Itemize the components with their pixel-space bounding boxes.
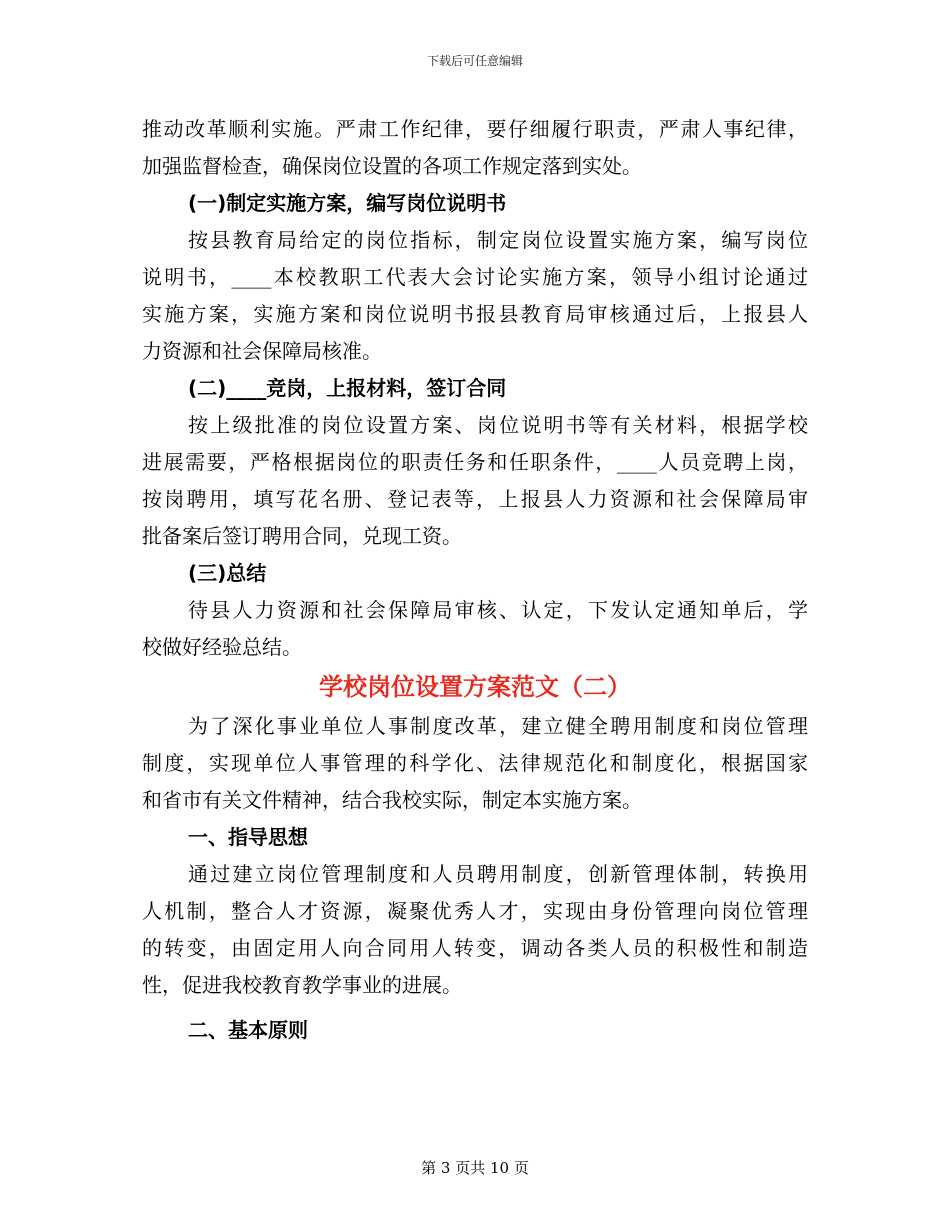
page-footer: 第 3 页共 10 页	[421, 1159, 529, 1177]
paragraph-line: 力资源和社会保障局核准。	[142, 339, 382, 363]
paragraph-line: 待县人力资源和社会保障局审核、认定，下发认定通知单后，学	[188, 598, 808, 622]
paragraph-line: 加强监督检查，确保岗位设置的各项工作规定落到实处。	[142, 154, 642, 178]
paragraph-line: 通过建立岗位管理制度和人员聘用制度，创新管理体制，转换用	[188, 862, 808, 886]
paragraph-line: 性，促进我校教育教学事业的进展。	[142, 973, 462, 997]
paragraph-line: 按岗聘用，填写花名册、登记表等，上报县人力资源和社会保障局审	[142, 487, 808, 511]
paragraph-line: 的转变，由固定用人向合同用人转变，调动各类人员的积极性和制造	[142, 936, 808, 960]
paragraph-line: 实施方案，实施方案和岗位说明书报县教育局审核通过后，上报县人	[142, 302, 808, 326]
paragraph-line: 制度，实现单位人事管理的科学化、法律规范化和制度化，根据国家	[142, 751, 808, 775]
subheading-1: (一)制定实施方案，编写岗位说明书	[188, 191, 507, 215]
paragraph-line: 说明书，____本校教职工代表大会讨论实施方案，领导小组讨论通过	[142, 265, 808, 289]
spacer	[142, 1004, 808, 1012]
subheading-2: (二)____竞岗，上报材料，签订合同	[188, 376, 507, 400]
subheading-basic-principles: 二、基本原则	[188, 1018, 308, 1042]
subheading-3: (三)总结	[188, 561, 267, 585]
paragraph-line: 推动改革顺利实施。严肃工作纪律，要仔细履行职责，严肃人事纪律，	[142, 117, 808, 141]
document-body	[142, 111, 808, 1049]
paragraph-line: 和省市有关文件精神，结合我校实际，制定本实施方案。	[142, 788, 642, 812]
subheading-guiding-thought: 一、指导思想	[188, 825, 308, 849]
paragraph-line: 批备案后签订聘用合同，兑现工资。	[142, 524, 462, 548]
paragraph-line: 校做好经验总结。	[142, 635, 302, 659]
paragraph-line: 人机制，整合人才资源，凝聚优秀人才，实现由身份管理向岗位管理	[142, 899, 808, 923]
paragraph-line: 按县教育局给定的岗位指标，制定岗位设置实施方案，编写岗位	[188, 228, 808, 252]
paragraph-line: 为了深化事业单位人事制度改革，建立健全聘用制度和岗位管理	[188, 714, 808, 738]
paragraph-line: 按上级批准的岗位设置方案、岗位说明书等有关材料，根据学校	[188, 413, 808, 437]
paragraph-line: 进展需要，严格根据岗位的职责任务和任职条件，____人员竞聘上岗，	[142, 450, 808, 474]
section-title: 学校岗位设置方案范文（二）	[319, 673, 631, 701]
page-header: 下载后可任意编辑	[426, 54, 523, 68]
